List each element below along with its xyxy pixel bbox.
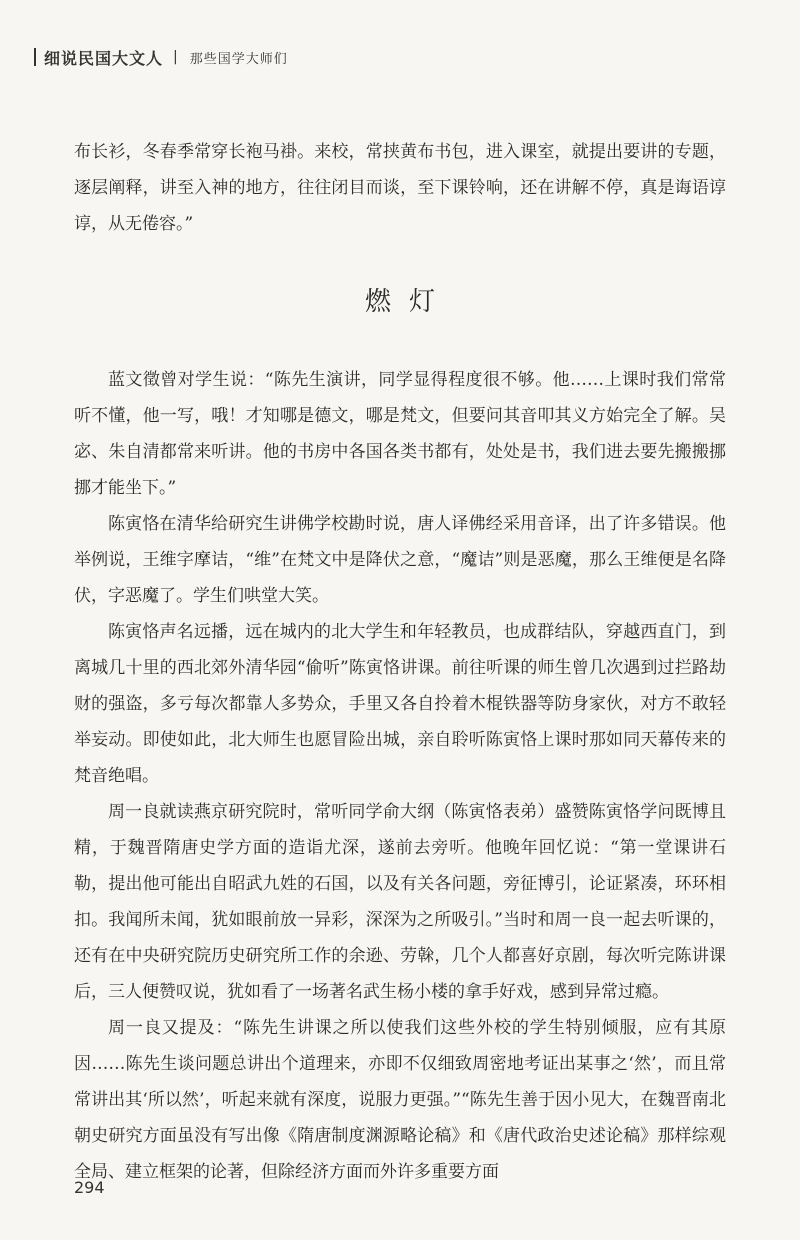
body-paragraph: 陈寅恪声名远播，远在城内的北大学生和年轻教员，也成群结队，穿越西直门，到离城几十里的西北郊外清华园“偷听”陈寅恪讲课。前往听课的师生曾几次遇到过拦路劫财的强盗，多亏每次都靠人多势众，手里又各自拎着木棍铁器等防身家伙，对方不敢轻举妄动。即使如此，北大师生也愿冒险出城，亲自聆听陈寅恪上课时那如同天幕传来的梵音绝唱。 bbox=[74, 622, 726, 786]
section-title: 燃灯 bbox=[364, 287, 453, 317]
page-body bbox=[74, 134, 726, 1190]
body-paragraph: 蓝文徵曾对学生说：“陈先生演讲，同学显得程度很不够。他……上课时我们常常听不懂，他一写，哦！才知哪是德文，哪是梵文，但要问其音叩其义方始完全了解。吴宓、朱自清都常来听讲。他的书房中各国各类书都有，处处是书，我们进去要先搬搬挪挪才能坐下。” bbox=[74, 370, 726, 498]
running-header bbox=[34, 44, 288, 70]
header-bar bbox=[34, 48, 36, 66]
header-separator: | bbox=[173, 49, 178, 65]
series-title: 那些国学大师们 bbox=[189, 51, 288, 67]
continued-paragraph: 布长衫，冬春季常穿长袍马褂。来校，常挟黄布书包，进入课室，就提出要讲的专题，逐层阐释，讲至入神的地方，往往闭目而谈，至下课铃响，还在讲解不停，真是诲语谆谆，从无倦容。” bbox=[74, 142, 726, 234]
page-number: 294 bbox=[74, 1178, 105, 1197]
book-title: 细说民国大文人 bbox=[44, 48, 164, 68]
body-paragraph: 周一良就读燕京研究院时，常听同学俞大纲（陈寅恪表弟）盛赞陈寅恪学问既博且精，于魏晋隋唐史学方面的造诣尤深，遂前去旁听。他晚年回忆说：“第一堂课讲石勒，提出他可能出自昭武九姓的石国，以及有关各问题，旁征博引，论证紧凑，环环相扣。我闻所未闻，犹如眼前放一异彩，深深为之所吸引。”当时和周一良一起去听课的，还有在中央研究院历史研究所工作的余逊、劳榦，几个人都喜好京剧，每次听完陈讲课后，三人便赞叹说，犹如看了一场著名武生杨小楼的拿手好戏，感到异常过瘾。 bbox=[74, 802, 726, 1002]
body-paragraph: 陈寅恪在清华给研究生讲佛学校勘时说，唐人译佛经采用音译，出了许多错误。他举例说，王维字摩诘，“维”在梵文中是降伏之意，“魔诘”则是恶魔，那么王维便是名降伏，字恶魔了。学生们哄堂大笑。 bbox=[74, 514, 726, 606]
body-paragraph: 周一良又提及：“陈先生讲课之所以使我们这些外校的学生特别倾服，应有其原因……陈先生谈问题总讲出个道理来，亦即不仅细致周密地考证出某事之‘然’，而且常常讲出其‘所以然’，听起来就有深度，说服力更强。”“陈先生善于因小见大，在魏晋南北朝史研究方面虽没有写出像《隋唐制度渊源略论稿》和《唐代政治史述论稿》那样综观全局、建立框架的论著，但除经济方面而外许多重要方面 bbox=[74, 1018, 726, 1182]
